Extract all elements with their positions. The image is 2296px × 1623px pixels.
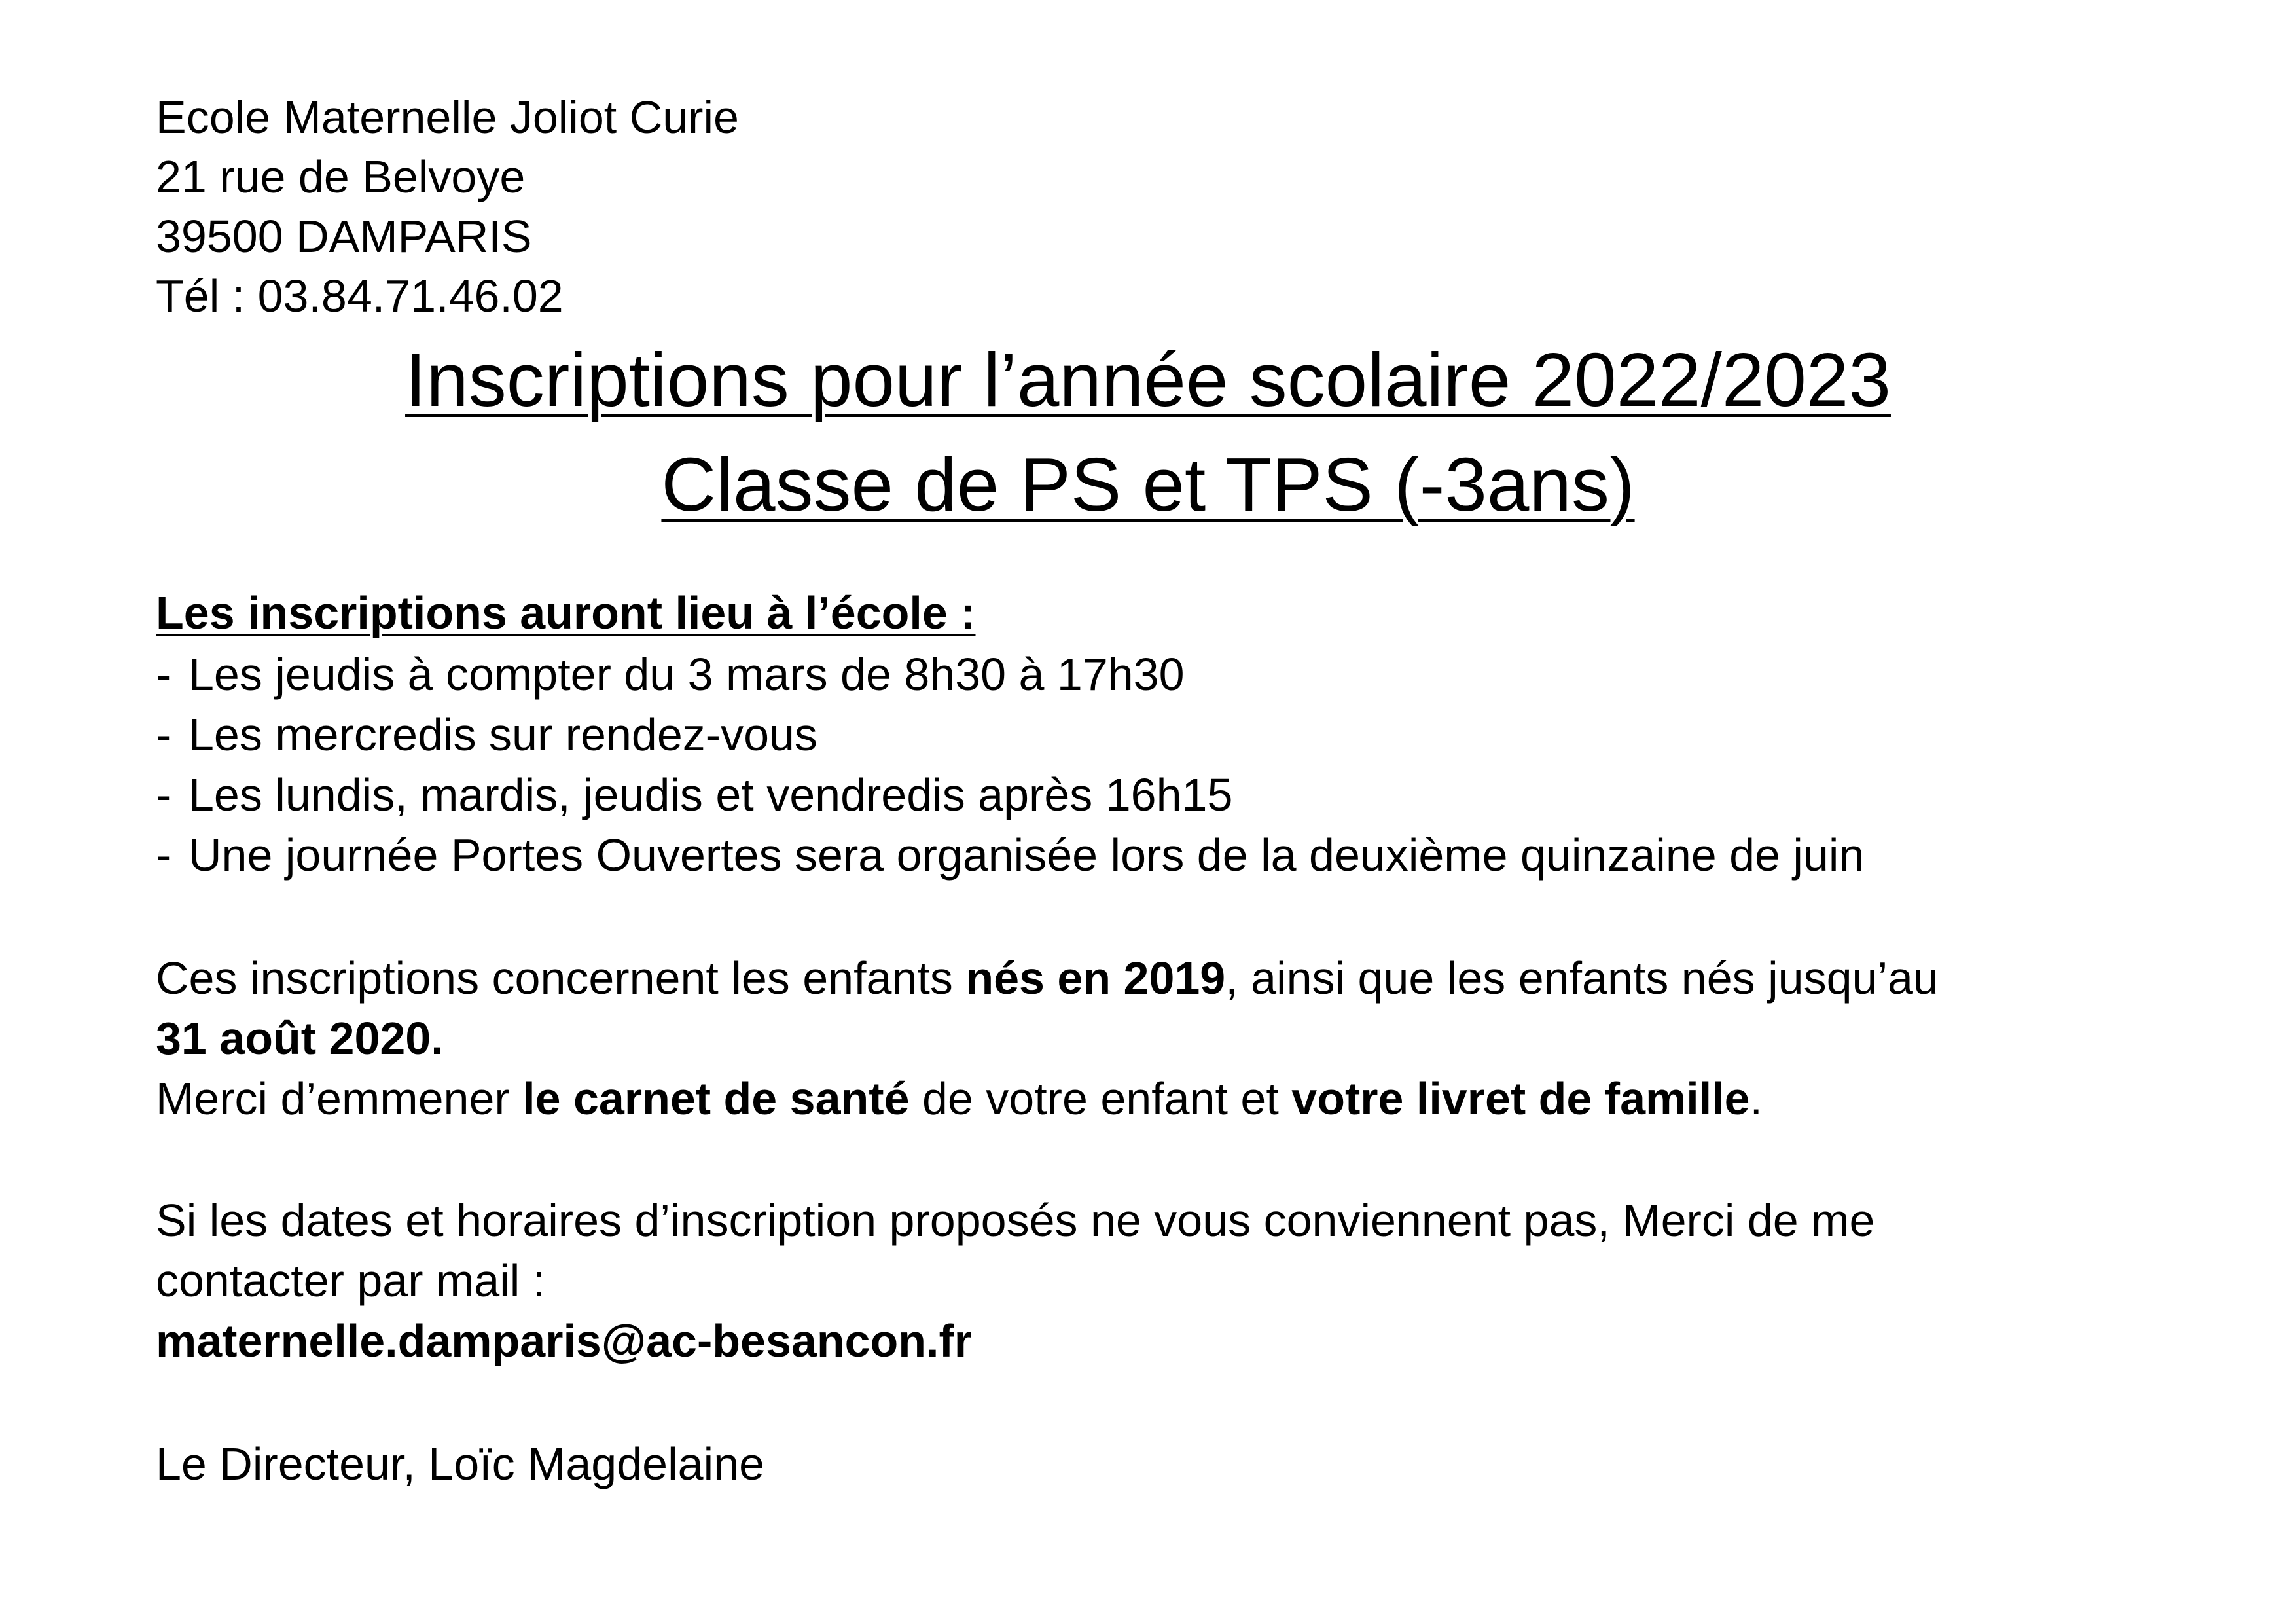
list-item [156, 704, 817, 765]
schedule-heading [156, 583, 976, 643]
signature: Le Directeur, Loïc Magdelaine [156, 1438, 764, 1489]
documents-text-2: de votre enfant et [909, 1073, 1292, 1124]
list-item-text: Les mercredis sur rendez-vous [188, 709, 817, 760]
documents-health-record: le carnet de santé [522, 1073, 910, 1124]
list-item [156, 765, 1232, 825]
eligibility-cutoff-date: 31 août 2020. [156, 1013, 444, 1064]
contact-email-line [156, 1311, 972, 1371]
list-item [156, 825, 1864, 885]
bullet-dash: - [156, 830, 171, 881]
eligibility-birth-year: nés en 2019 [965, 953, 1226, 1004]
document-subtitle [0, 439, 2296, 530]
school-street: 21 rue de Belvoye [156, 151, 526, 202]
list-item [156, 644, 1185, 704]
eligibility-line-2 [156, 1008, 444, 1068]
school-name: Ecole Maternelle Joliot Curie [156, 92, 739, 143]
list-item-text: Une journée Portes Ouvertes sera organisée lors de la deuxième quinzaine de juin [188, 830, 1865, 881]
contact-line-1: Si les dates et horaires d’inscription proposés ne vous conviennent pas, Merci de me [156, 1195, 1875, 1246]
title-line-2: Classe de PS et TPS (-3ans) [661, 442, 1635, 527]
title-line-1: Inscriptions pour l’année scolaire 2022/2023 [405, 337, 1891, 422]
eligibility-line-1 [156, 948, 1939, 1008]
bullet-dash: - [156, 649, 171, 700]
contact-email[interactable]: maternelle.damparis@ac-besancon.fr [156, 1315, 973, 1366]
school-phone: Tél : 03.84.71.46.02 [156, 270, 564, 321]
list-item-text: Les jeudis à compter du 3 mars de 8h30 à 17h30 [188, 649, 1185, 700]
list-item-text: Les lundis, mardis, jeudis et vendredis après 16h15 [188, 769, 1233, 820]
school-city: 39500 DAMPARIS [156, 211, 532, 262]
documents-text-1: Merci d’emmener [156, 1073, 523, 1124]
schedule-heading-text: Les inscriptions auront lieu à l’école : [156, 587, 976, 638]
documents-text-3: . [1749, 1073, 1763, 1124]
document-title [0, 334, 2296, 426]
eligibility-text-1: Ces inscriptions concernent les enfants [156, 953, 966, 1004]
bullet-dash: - [156, 709, 171, 760]
eligibility-text-2: , ainsi que les enfants nés jusqu’au [1225, 953, 1939, 1004]
documents-line [156, 1068, 1763, 1129]
documents-family-book: votre livret de famille [1291, 1073, 1750, 1124]
contact-line-2: contacter par mail : [156, 1255, 546, 1306]
bullet-dash: - [156, 769, 171, 820]
